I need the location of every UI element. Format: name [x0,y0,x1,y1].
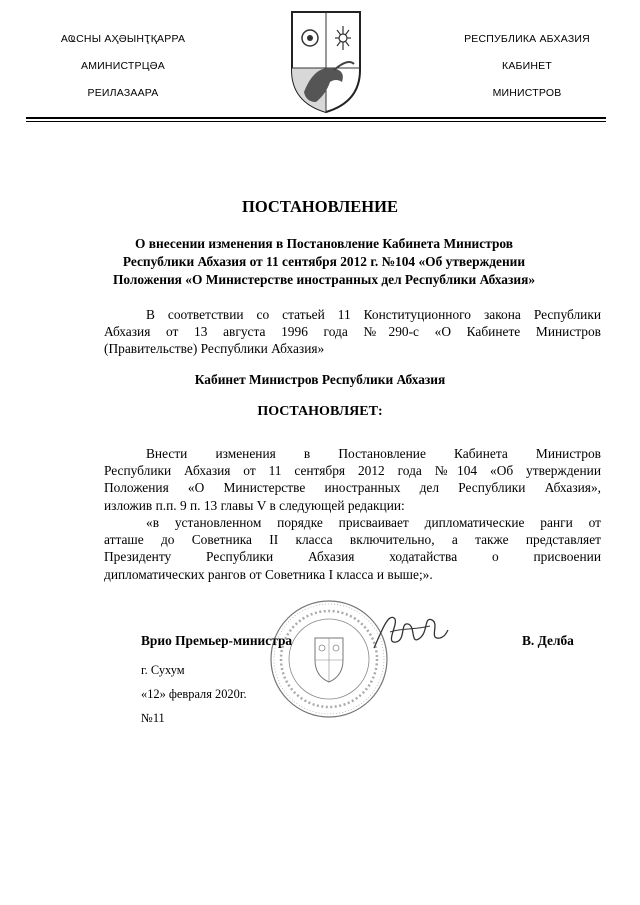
letterhead-left-line-2: АМИНИСТРЦӘА [81,60,165,72]
quote-paragraph [104,514,601,583]
preamble-line: (Правительстве) Республики Абхазия» [104,341,325,357]
letterhead-divider-thin [26,121,606,122]
preamble-paragraph [104,306,601,358]
issue-date: «12» февраля 2020г. [141,687,247,701]
body-line: Положения «О Министерстве иностранных дел Республики Абхазия», [104,480,601,496]
body-line: Республики Абхазия от 11 сентября 2012 года №104 «Об утверждении [104,463,601,479]
subtitle-line: Республики Абхазия от 11 сентября 2012 г. №104 «Об утверждении [122,254,526,269]
subtitle-line: Положения «О Министерстве иностранных дел Республики Абхазия» [112,272,536,287]
signatory-name: В. Делба [522,633,574,648]
quote-line: «в установленном порядке присваивает дипломатические ранги от [146,515,601,530]
letterhead-left-line-3: РЕИЛАЗААРА [87,87,159,99]
letterhead-right-line-2: КАБИНЕТ [502,60,552,72]
coat-of-arms-icon [290,10,362,114]
document-subtitle [60,235,588,289]
quote-line: Президенту Республики Абхазия ходатайства о присвоении [104,549,601,565]
preamble-line: Абхазия от 13 августа 1996 года №290-с «О Кабинете Министров [104,324,601,340]
letterhead-right-line-3: МИНИСТРОВ [492,87,562,99]
document-title: ПОСТАНОВЛЕНИЕ [242,197,398,216]
body-paragraph [104,445,601,514]
letterhead-divider [26,117,606,119]
issuer-heading: Кабинет Министров Республики Абхазия [194,372,446,387]
signatory-position: Врио Премьер-министра [141,633,293,648]
decrees-heading: ПОСТАНОВЛЯЕТ: [257,404,383,419]
body-line: Внести изменения в Постановление Кабинета Министров [146,446,601,461]
letterhead-left-line-1: АҨСНЫ АҲӘЫНҬҚАРРА [60,33,186,45]
body-line: изложив п.п. 9 п. 13 главы V в следующей редакции: [104,497,405,513]
preamble-line: В соответствии со статьей 11 Конституционного закона Республики [146,307,601,322]
subtitle-line: О внесении изменения в Постановление Кабинета Министров [135,236,513,251]
issue-place: г. Сухум [141,663,185,677]
quote-line: атташе до Советника II класса включительно, а также представляет [104,532,601,548]
document-number: №11 [141,711,165,725]
quote-line: дипломатических рангов от Советника I класса и выше;». [104,566,433,582]
letterhead-right-line-1: РЕСПУБЛИКА АБХАЗИЯ [464,33,590,45]
handwritten-signature [370,608,450,656]
